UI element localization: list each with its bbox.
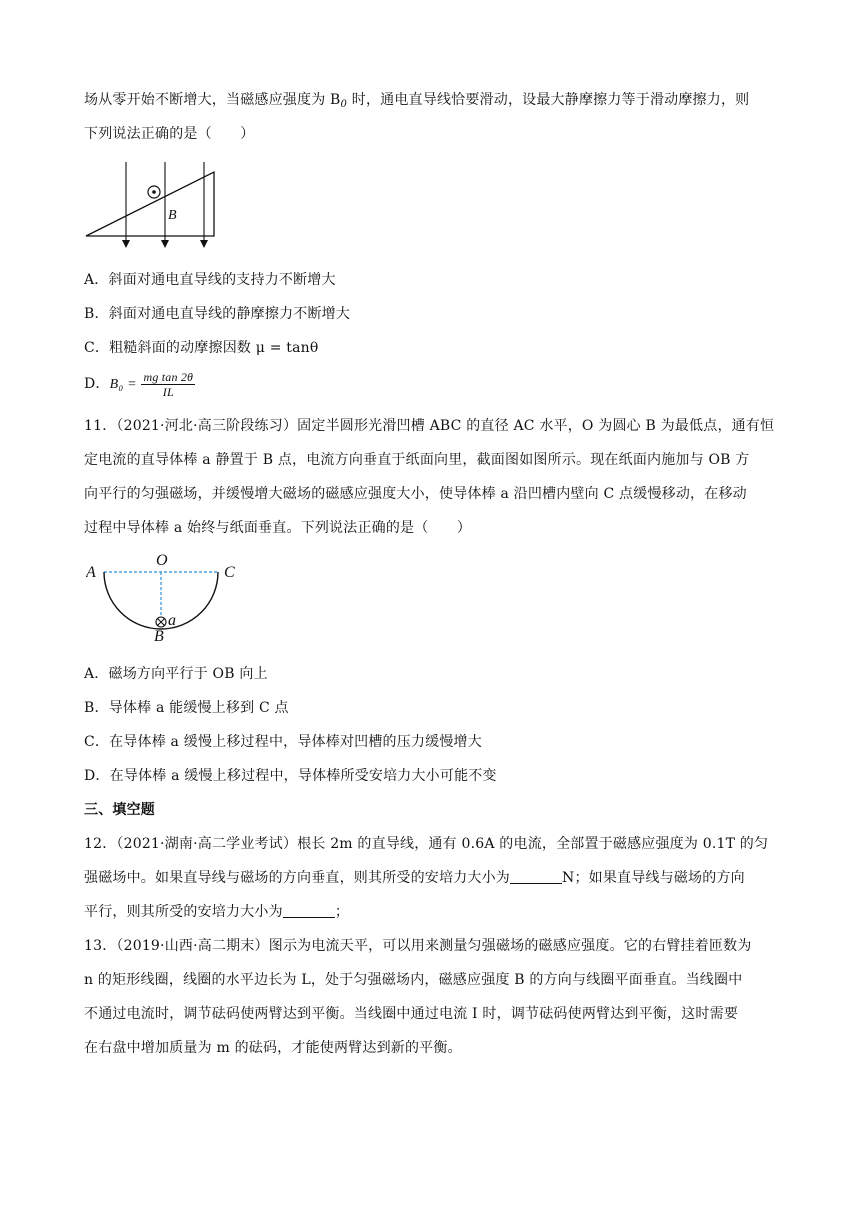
q11-label-b: B: [154, 628, 164, 645]
q11-label-rod-a: a: [168, 612, 177, 629]
q12-text-3a: 平行，则其所受的安培力大小为: [84, 904, 283, 920]
q12-text-2a: 强磁场中。如果直导线与磁场的方向垂直，则其所受的安培力大小为: [84, 870, 510, 886]
q11-option-c: C．在导体棒 a 缓慢上移过程中，导体棒对凹槽的压力缓慢增大: [84, 734, 482, 750]
q11-label-c: C: [224, 564, 235, 581]
q11-option-d: D．在导体棒 a 缓慢上移过程中，导体棒所受安培力大小可能不变: [84, 768, 497, 784]
q12-text-line-1: 12．（2021·湖南·高二学业考试）根长 2m 的直导线，通有 0.6A 的电流，全部置于磁感应强度为 0.1T 的匀: [84, 836, 769, 852]
q11-label-a-point: A: [86, 564, 96, 581]
q13-text-line-4: 在右盘中增加质量为 m 的砝码，才能使两臂达到新的平衡。: [84, 1040, 462, 1056]
q10-option-d: [84, 368, 784, 402]
q12-text-2b: N；如果直导线与磁场的方向: [562, 870, 745, 886]
q11-text-line-3: 向平行的匀强磁场，并缓慢增大磁场的磁感应强度大小，使导体棒 a 沿凹槽内壁向 C 点缓慢移动，在移动: [84, 486, 747, 502]
q10-option-b: B．斜面对通电直导线的静摩擦力不断增大: [84, 306, 351, 322]
q11-groove-figure: [96, 566, 226, 636]
q10-option-c: C．粗糙斜面的动摩擦因数 μ = tanθ: [84, 340, 319, 356]
q12-answer-blank-1[interactable]: [510, 869, 562, 884]
q10-incline-figure: [84, 160, 224, 252]
q10-text-1a: 场从零开始不断增大，当磁感应强度为 B: [84, 92, 341, 108]
q10-text-line-1: [84, 90, 784, 115]
q13-text-line-3: 不通过电流时，调节砝码使两臂达到平衡。当线圈中通过电流 I 时，调节砝码使两臂达到平衡，这时需要: [84, 1006, 739, 1022]
q10-text-line-2: 下列说法正确的是（ ）: [84, 126, 255, 142]
q12-text-line-3: [84, 902, 784, 922]
q12-text-line-2: [84, 868, 784, 888]
q10-b0-subscript: 0: [340, 99, 348, 110]
section-heading-fill-blank: 三、填空题: [84, 802, 155, 818]
q10-field-label: B: [168, 208, 177, 223]
q10-option-d-lhs: B₀ =: [109, 377, 137, 392]
q11-option-b: B．导体棒 a 能缓慢上移到 C 点: [84, 700, 289, 716]
q12-answer-blank-2[interactable]: [283, 903, 335, 918]
q10-option-d-numerator: mg tan 2θ: [143, 369, 194, 384]
q10-option-a: A．斜面对通电直导线的支持力不断增大: [84, 272, 336, 288]
q13-text-line-2: n 的矩形线圈，线圈的水平边长为 L，处于匀强磁场内，磁感应强度 B 的方向与线圈平面垂直。当线圈中: [84, 972, 743, 988]
q11-label-o: O: [156, 552, 168, 569]
q11-text-line-4: 过程中导体棒 a 始终与纸面垂直。下列说法正确的是（ ）: [84, 520, 472, 536]
q13-text-line-1: 13．（2019·山西·高二期末）图示为电流天平，可以用来测量匀强磁场的磁感应强度。它的右臂挂着匝数为: [84, 938, 752, 954]
q10-text-1b: 时，通电直导线恰要滑动，设最大静摩擦力等于滑动摩擦力，则: [347, 92, 750, 108]
q10-option-d-denominator: IL: [162, 384, 174, 399]
q10-option-d-prefix: D．: [84, 376, 110, 392]
q11-text-line-2: 定电流的直导体棒 a 静置于 B 点，电流方向垂直于纸面向里，截面图如图所示。现在纸面内施加与 OB 方: [84, 452, 750, 468]
q11-option-a: A．磁场方向平行于 OB 向上: [84, 666, 268, 682]
q11-text-line-1: 11．（2021·河北·高三阶段练习）固定半圆形光滑凹槽 ABC 的直径 AC 水平，O 为圆心 B 为最低点，通有恒: [84, 418, 775, 434]
q10-option-d-fraction: [141, 370, 195, 399]
q12-text-3b: ；: [334, 904, 350, 920]
